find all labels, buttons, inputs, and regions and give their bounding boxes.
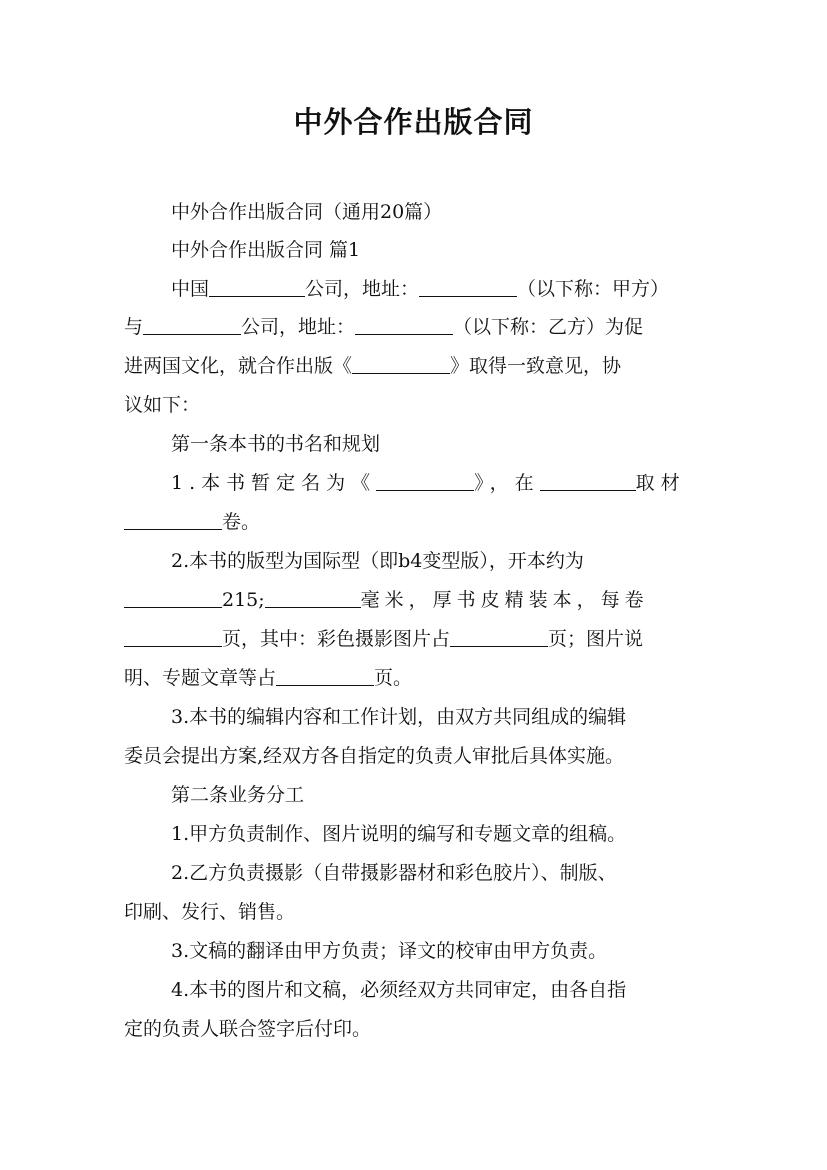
text-segment: （以下称：甲方） xyxy=(517,278,670,300)
text-segment: 页。 xyxy=(374,667,413,689)
text-segment: 卷。 xyxy=(222,511,261,533)
paragraph-line: 3.文稿的翻译由甲方负责；译文的校审由甲方负责。 xyxy=(171,940,608,962)
blank-field xyxy=(265,589,361,608)
paragraph-line xyxy=(124,586,704,614)
text-segment: 》，在 xyxy=(474,472,540,494)
paragraph-line: 议如下： xyxy=(124,394,201,416)
text-segment: 》取得一致意见，协 xyxy=(450,355,622,377)
paragraph-line: 3.本书的编辑内容和工作计划，由双方共同组成的编辑 xyxy=(171,706,627,728)
blank-field xyxy=(419,278,517,297)
paragraph-line: 印刷、发行、销售。 xyxy=(124,901,296,923)
paragraph-line xyxy=(124,625,704,653)
blank-field xyxy=(540,472,636,491)
document-title: 中外合作出版合同 xyxy=(293,105,534,139)
subtitle-line: 中外合作出版合同（通用20篇） xyxy=(171,201,443,223)
paragraph-line xyxy=(124,664,704,692)
paragraph-line: 4.本书的图片和文稿，必须经双方共同审定，由各自指 xyxy=(171,979,627,1001)
blank-field xyxy=(355,316,453,335)
article-heading: 第一条本书的书名和规划 xyxy=(171,433,381,455)
paragraph-line: 定的负责人联合签字后付印。 xyxy=(124,1018,372,1040)
blank-field xyxy=(209,278,305,297)
blank-field xyxy=(124,511,222,530)
blank-field xyxy=(450,628,548,647)
text-segment: （以下称：乙方）为促 xyxy=(453,316,644,338)
text-segment: 中国 xyxy=(171,278,210,300)
text-segment: 公司，地址： xyxy=(305,278,420,300)
text-segment: 毫米，厚书皮精装本，每卷 xyxy=(360,589,649,611)
paragraph-line xyxy=(124,508,704,536)
paragraph-line: 1.甲方负责制作、图片说明的编写和专题文章的组稿。 xyxy=(171,823,627,845)
text-segment: 1.本书暂定名为《 xyxy=(171,472,377,494)
text-segment: 页，其中：彩色摄影图片占 xyxy=(222,628,451,650)
text-segment: 明、专题文章等占 xyxy=(124,667,277,689)
paragraph-line: 2.乙方负责摄影（自带摄影器材和彩色胶片）、制版、 xyxy=(171,862,617,884)
paragraph-line xyxy=(124,313,704,341)
paragraph-line: 委员会提出方案,经双方各自指定的负责人审批后具体实施。 xyxy=(124,745,625,767)
text-segment: 进两国文化，就合作出版《 xyxy=(124,355,353,377)
blank-field xyxy=(124,589,222,608)
section-heading: 中外合作出版合同 篇1 xyxy=(171,239,361,261)
blank-field xyxy=(376,472,474,491)
blank-field xyxy=(352,355,450,374)
text-segment: 215; xyxy=(222,589,265,611)
paragraph-line xyxy=(171,275,704,303)
paragraph-line xyxy=(171,469,704,497)
text-segment: 公司，地址： xyxy=(241,316,356,338)
blank-field xyxy=(124,628,222,647)
text-segment: 页；图片说 xyxy=(548,628,644,650)
blank-field xyxy=(143,316,241,335)
text-segment: 与 xyxy=(124,316,144,338)
article-heading: 第二条业务分工 xyxy=(171,784,305,806)
paragraph-line xyxy=(124,352,704,380)
text-segment: 取材 xyxy=(635,472,686,494)
paragraph-line: 2.本书的版型为国际型（即b4变型版），开本约为 xyxy=(171,550,584,572)
blank-field xyxy=(276,667,374,686)
